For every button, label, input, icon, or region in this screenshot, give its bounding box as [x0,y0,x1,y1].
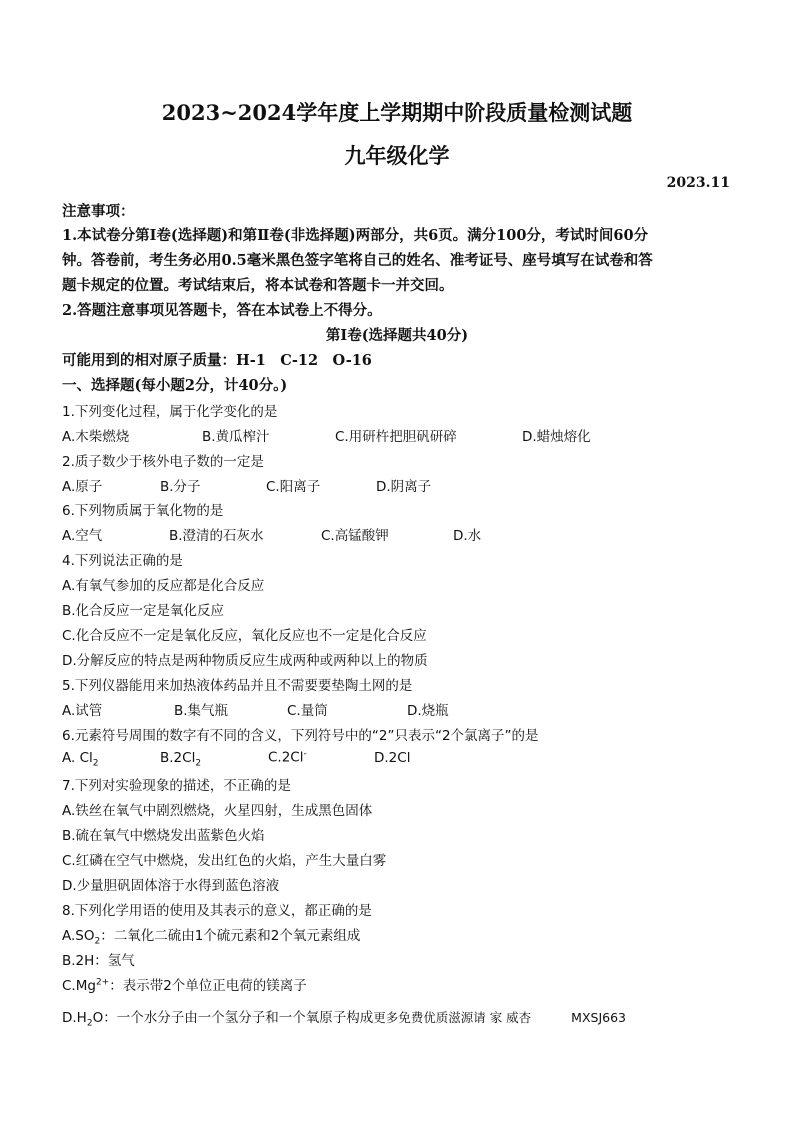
q6-option-a: A. $Cl_2$ [62,749,99,769]
question-1-stem: 1.下列变化过程，属于化学变化的是 [62,404,278,420]
notice-line-1: 1.本试卷分第Ⅰ卷(选择题)和第Ⅱ卷(非选择题)两部分，共6页。满分100分，考试时间60分 [62,227,649,244]
question-1-options [62,425,591,445]
q4-option-b: B.化合反应一定是氧化反应 [62,603,225,619]
section-heading: 一、选择题(每小题2分，计40分。) [62,377,288,394]
q2-option-b: B.分子 [160,479,201,495]
question-2-options [62,475,431,495]
q6-option-c: C.2Cl- [268,749,307,766]
q7-option-c: C.红磷在空气中燃烧，发出红色的火焰，产生大量白雾 [62,853,387,869]
q5-option-d: D.烧瓶 [407,703,449,719]
question-7-stem: 7.下列对实验现象的描述，不正确的是 [62,778,291,794]
q8-option-a: $A.SO_2$：二氧化二硫由1个硫元素和2个氧元素组成 [62,928,361,947]
q7-option-a: A.铁丝在氧气中剧烈燃烧，火星四射，生成黑色固体 [62,803,373,819]
atomic-mass-line: 可能用到的相对原子质量：H-1 C-12 O-16 [62,352,372,369]
q2-option-c: C.阳离子 [266,479,321,495]
q7-option-d: D.少量胆矾固体溶于水得到蓝色溶液 [62,878,280,894]
q3-option-a: A.空气 [62,528,103,544]
notice-line-2: 钟。答卷前，考生务必用0.5毫米黑色签字笔将自己的姓名、准考证号、座号填写在试卷和答 [62,252,653,269]
q3-option-b: B.澄清的石灰水 [169,528,264,544]
q1-option-a: A.木柴燃烧 [62,429,130,445]
question-2-stem: 2.质子数少于核外电子数的一定是 [62,454,264,470]
q4-option-c: C.化合反应不一定是氧化反应，氧化反应也不一定是化合反应 [62,628,427,644]
exam-date: 2023.11 [666,175,730,191]
q8-option-d-line [62,1006,626,1029]
q8-option-b: B.2H：氢气 [62,953,135,969]
q6-option-d: D.2Cl [374,749,411,766]
q7-option-b: B.硫在氧气中燃烧发出蓝紫色火焰 [62,828,265,844]
question-4-stem: 4.下列说法正确的是 [62,553,183,569]
q5-option-b: B.集气瓶 [174,703,229,719]
footer-code: MXSJ663 [571,1010,626,1025]
question-5-options [62,699,449,719]
question-3-stem: 6.下列物质属于氧化物的是 [62,503,224,519]
exam-subtitle: 九年级化学 [344,143,450,168]
notice-line-4: 2.答题注意事项见答题卡，答在本试卷上不得分。 [62,302,382,319]
q8-option-c: $C.Mg^{2+}$：表示带2个单位正电荷的镁离子 [62,977,307,994]
q4-option-d: D.分解反应的特点是两种物质反应生成两种或两种以上的物质 [62,653,428,669]
exam-title: 2023~2024学年度上学期期中阶段质量检测试题 [161,100,633,125]
q2-option-a: A.原子 [62,479,103,495]
q3-option-d: D.水 [453,528,482,544]
question-6-stem: 6.元素符号周围的数字有不同的含义，下列符号中的“2”只表示“2个氯离子”的是 [62,728,539,744]
footer-note: 更多免费优质滋源请 家 威杏 [373,1010,532,1025]
q4-option-a: A.有氧气参加的反应都是化合反应 [62,578,265,594]
q5-option-c: C.量筒 [287,703,328,719]
q8-option-d: $D.H_2O$：一个水分子由一个氢分子和一个氧原子构成 [62,1010,374,1029]
q5-option-a: A.试管 [62,703,103,719]
notice-heading: 注意事项： [62,203,135,220]
question-8-stem: 8.下列化学用语的使用及其表示的意义，都正确的是 [62,903,372,919]
q1-option-b: B.黄瓜榨汁 [202,429,270,445]
q1-option-c: C.用研杵把胆矾研碎 [335,429,457,445]
q1-option-d: D.蜡烛熔化 [522,429,591,445]
q2-option-d: D.阴离子 [376,479,432,495]
q3-option-c: C.高锰酸钾 [321,528,389,544]
question-6-options [62,749,410,768]
q6-option-b: $B.2Cl_2$ [160,749,202,769]
notice-line-3: 题卡规定的位置。考试结束后，将本试卷和答题卡一并交回。 [62,277,454,294]
question-3-options [62,524,481,544]
question-5-stem: 5.下列仪器能用来加热液体药品并且不需要要垫陶土网的是 [62,678,413,694]
part1-title: 第Ⅰ卷(选择题共40分) [325,327,469,344]
